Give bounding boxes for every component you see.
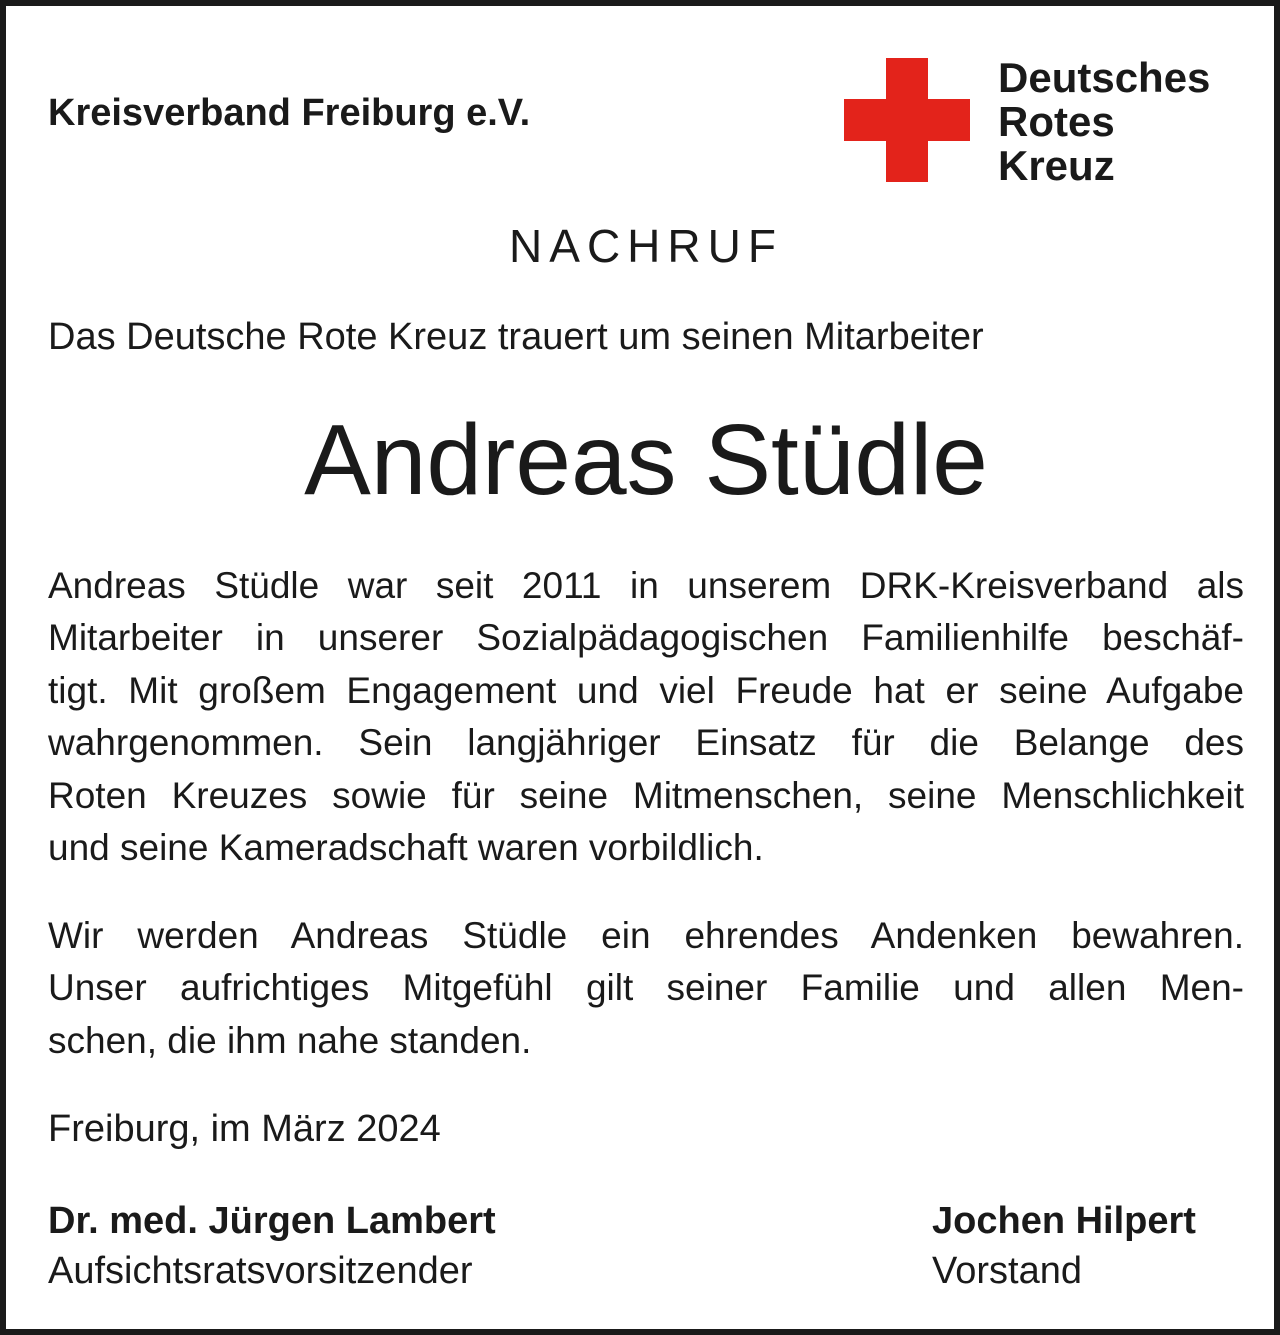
paragraph-line: Roten Kreuzes sowie für seine Mitmenschen, seine Menschlichkeit bbox=[48, 774, 1244, 816]
signatory-role: Aufsichtsratsvorsitzender bbox=[48, 1250, 473, 1292]
organization-name: Kreisverband Freiburg e.V. bbox=[48, 92, 531, 134]
logo-line-3: Kreuz bbox=[998, 142, 1115, 189]
signatory-left bbox=[48, 1196, 496, 1296]
deceased-name: Andreas Stüdle bbox=[304, 404, 988, 516]
drk-logo bbox=[844, 54, 1244, 189]
paragraph-line: und seine Kameradschaft waren vorbildlich. bbox=[48, 827, 764, 869]
paragraph-line: schen, die ihm nahe standen. bbox=[48, 1019, 532, 1061]
signatory-role: Vorstand bbox=[932, 1250, 1082, 1292]
paragraph-line: wahrgenommen. Sein langjähriger Einsatz für die Belange des bbox=[48, 722, 1244, 764]
tribute-paragraph bbox=[48, 560, 1244, 874]
paragraph-line: tigt. Mit großem Engagement und viel Freude hat er seine Aufgabe bbox=[48, 669, 1244, 711]
paragraph-line: Mitarbeiter in unserer Sozialpädagogischen Familienhilfe beschäf- bbox=[48, 617, 1244, 659]
red-cross-icon bbox=[844, 58, 970, 182]
signatory-name: Dr. med. Jürgen Lambert bbox=[48, 1200, 496, 1242]
notice-heading: NACHRUF bbox=[509, 220, 783, 272]
paragraph-line: Unser aufrichtiges Mitgefühl gilt seiner Familie und allen Men- bbox=[48, 967, 1244, 1009]
intro-line: Das Deutsche Rote Kreuz trauert um seinen Mitarbeiter bbox=[48, 316, 984, 358]
logo-line-1: Deutsches bbox=[998, 54, 1211, 101]
paragraph-line: Andreas Stüdle war seit 2011 in unserem DRK-Kreisverband als bbox=[48, 565, 1244, 606]
condolence-paragraph bbox=[48, 910, 1244, 1067]
signatory-right bbox=[932, 1196, 1196, 1296]
signatory-name: Jochen Hilpert bbox=[932, 1200, 1196, 1242]
place-date: Freiburg, im März 2024 bbox=[48, 1108, 441, 1150]
logo-line-2: Rotes bbox=[998, 98, 1115, 145]
paragraph-line: Wir werden Andreas Stüdle ein ehrendes Andenken bewahren. bbox=[48, 915, 1244, 956]
logo-wordmark bbox=[998, 56, 1210, 188]
